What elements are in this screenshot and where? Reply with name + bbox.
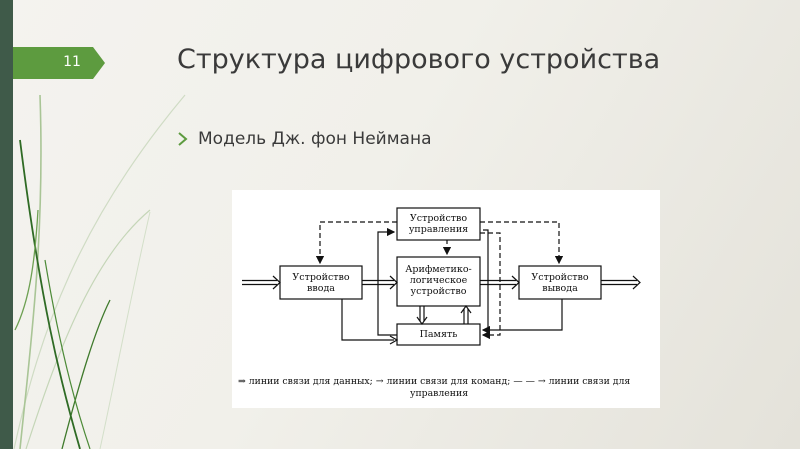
output-unit-label: Устройство вывода <box>531 272 589 294</box>
memory-label: Память <box>419 329 458 340</box>
control-unit-label: Устройство управления <box>408 213 469 235</box>
data-line-output-memory <box>483 299 562 330</box>
data-line-input-alu-arrow <box>390 276 397 289</box>
bullet-item <box>176 129 432 149</box>
input-unit-label: Устройство ввода <box>292 272 350 294</box>
data-line-out-arrow <box>633 276 640 289</box>
slide-number: 11 <box>63 54 81 70</box>
data-line-alu-memory-arrow <box>417 317 427 324</box>
data-line-alu-output-arrow <box>512 276 519 289</box>
control-line-to-output <box>480 222 559 263</box>
data-line-input-memory-a <box>342 299 394 340</box>
bullet-arrow-icon <box>176 130 190 148</box>
legend-line-2: управления <box>410 388 469 399</box>
legend-line-1: ⇒ линии связи для данных; → линии связи для команд; — — → линии связи для <box>238 376 631 387</box>
control-line-to-input <box>320 222 397 263</box>
data-line-memory-alu-arrow <box>461 306 471 313</box>
slide-number-badge <box>13 47 105 79</box>
command-line-to-control <box>378 232 397 335</box>
von-neumann-diagram <box>232 190 660 408</box>
slide-title: Структура цифрового устройства <box>177 44 661 75</box>
data-line-in-arrow <box>273 276 280 289</box>
alu-label: Арифметико- логическое устройство <box>405 264 472 297</box>
bullet-text: Модель Дж. фон Неймана <box>198 129 432 149</box>
